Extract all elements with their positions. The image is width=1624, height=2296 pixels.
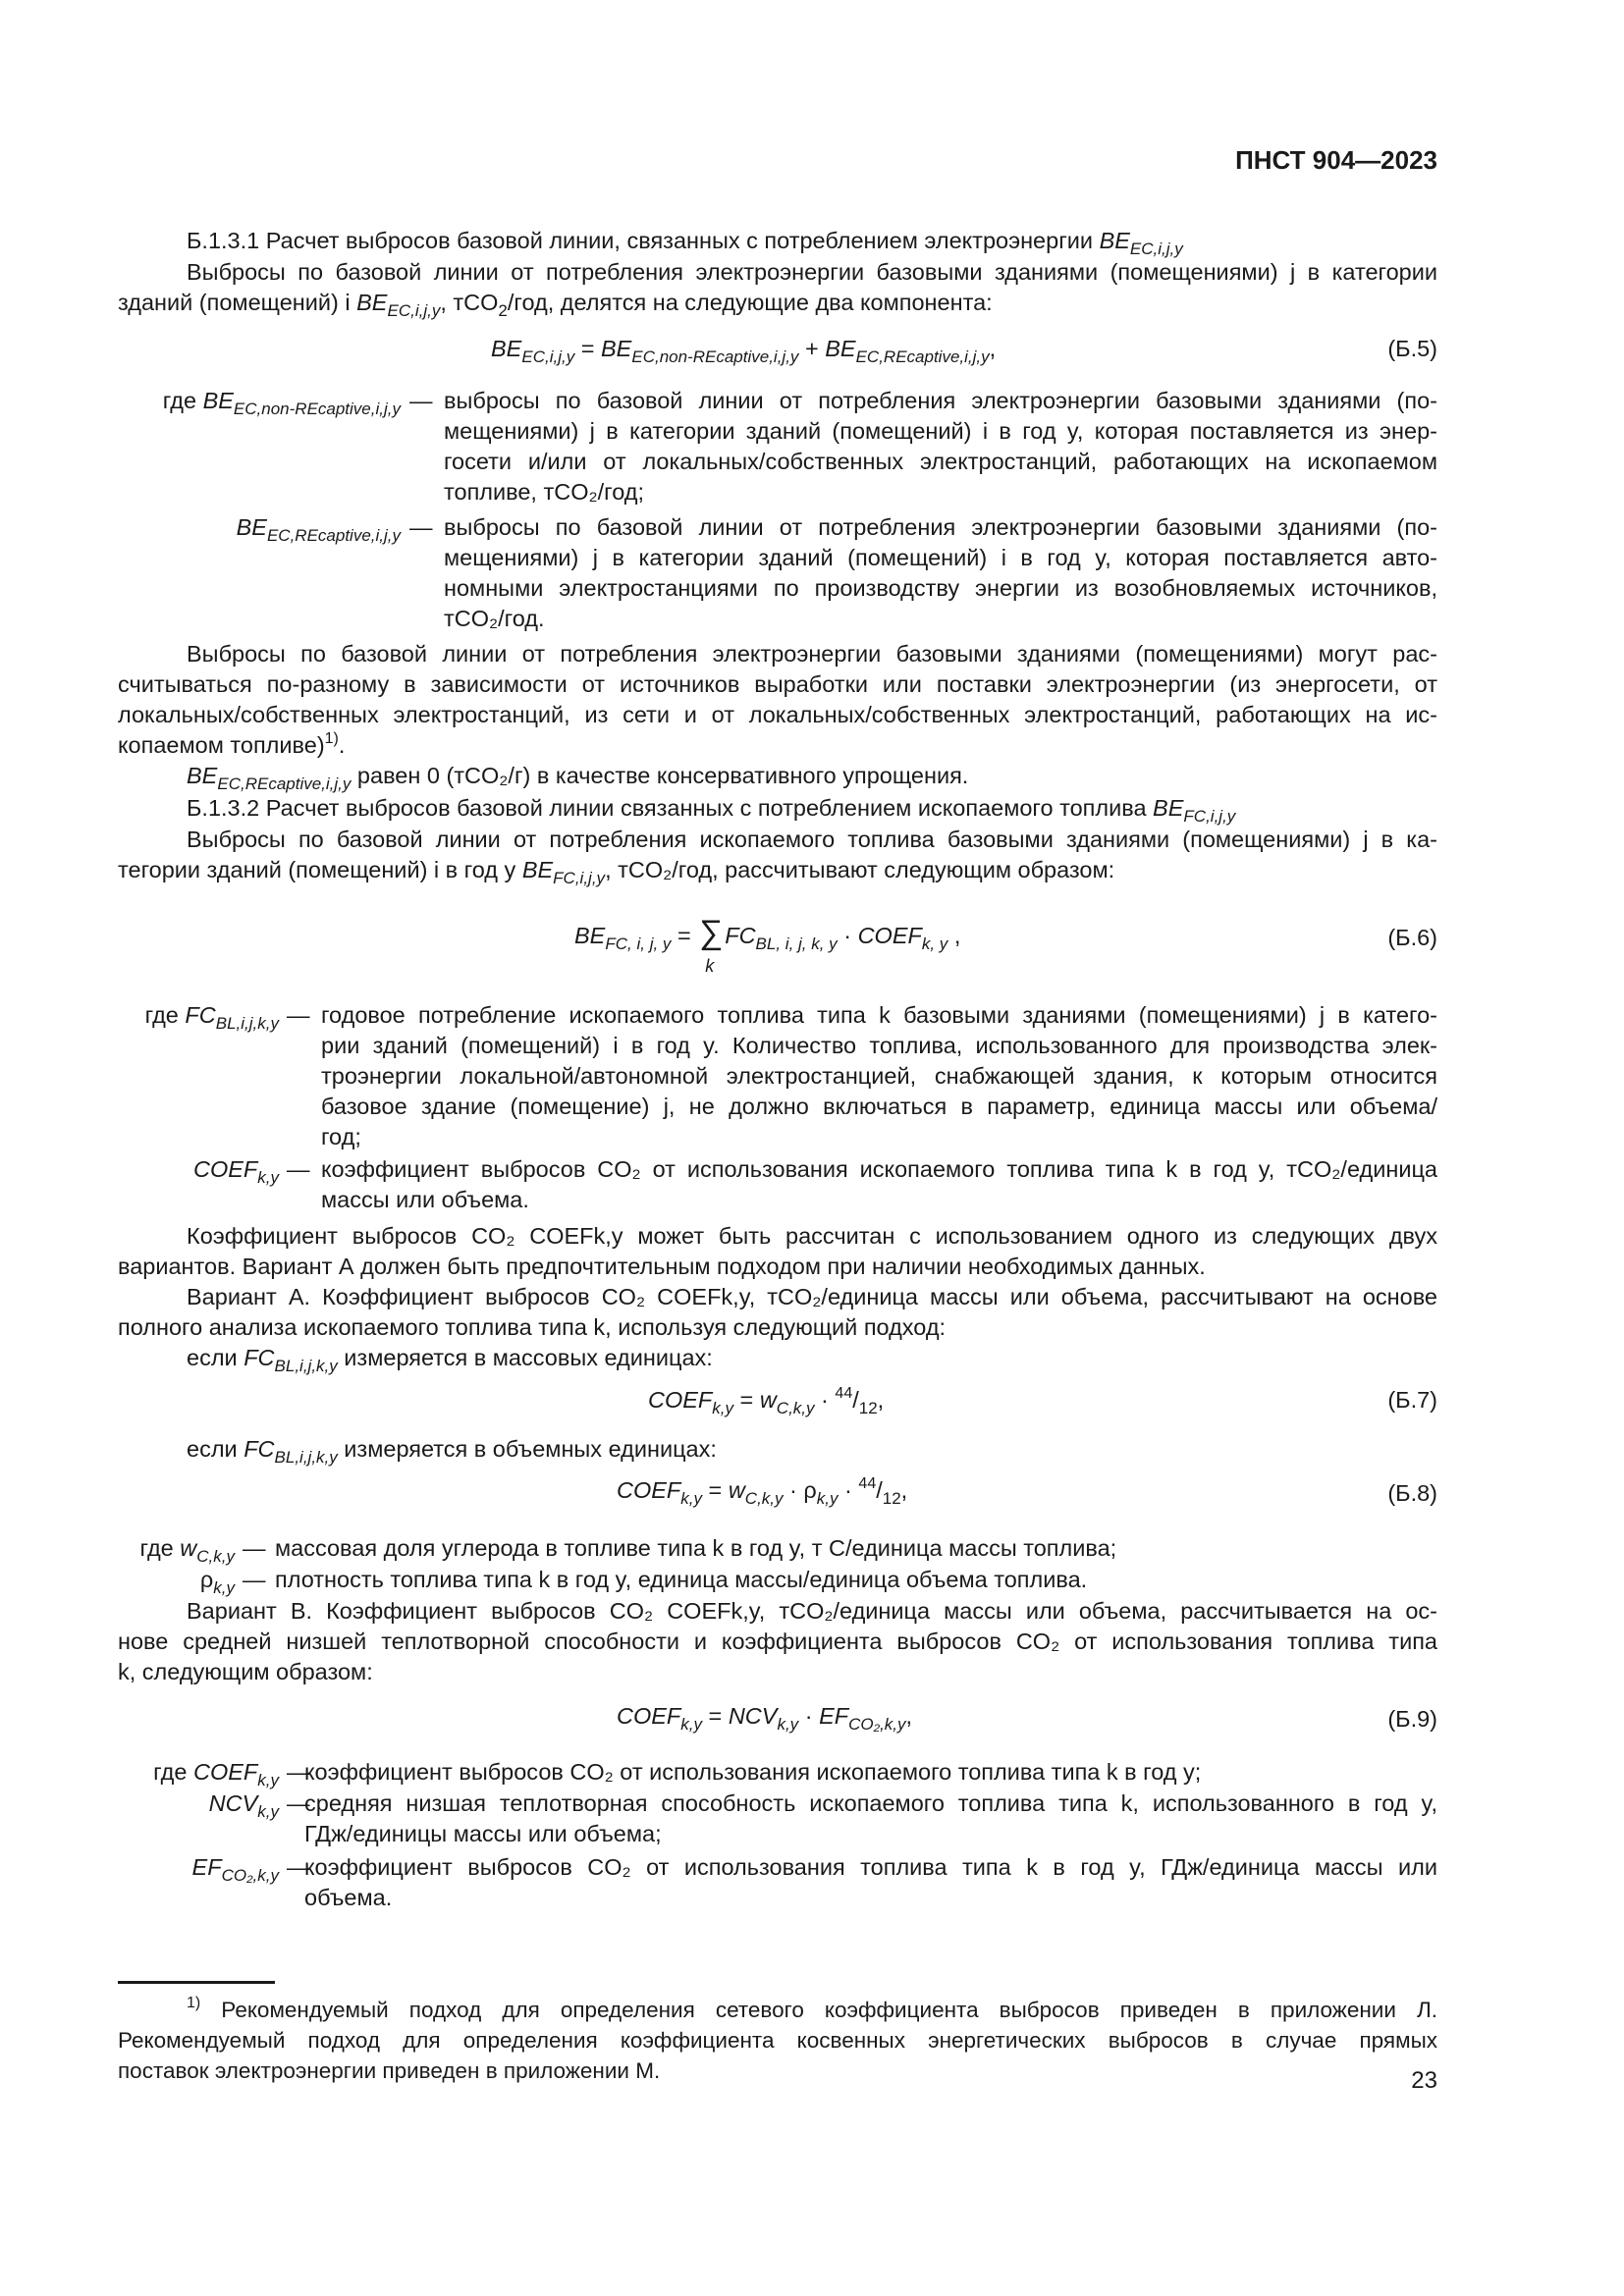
where-dash: — [409,514,433,540]
equation-number-b6: (Б.6) [1387,925,1437,950]
footnote-mark: 1) [187,1995,201,2011]
where-label-coef-b9: где $COEF_{k,y}$ [153,1759,279,1789]
condition-mass-units: если $FC_{BL,i,j,k,y}$ измеряется в массовых единицах: [187,1345,713,1375]
equation-number-b9: (Б.9) [1387,1706,1437,1732]
paragraph-2-line-2: считываться по-разному в зависимости от источников выработки или поставки электроэнергии (из энергосети, от [118,671,1437,697]
where-label-be-ec-recaptive: $BE_{EC,REcaptive,i,j,y}$ [236,514,401,545]
where-label-ncv: $NCV_{k,y}$ [208,1790,279,1821]
definition-coef-b9: коэффициент выбросов CO₂ от использования ископаемого топлива типа k в год y; [304,1759,1202,1785]
equation-number-b5: (Б.5) [1387,336,1437,361]
section-heading-b132: Б.1.3.2 Расчет выбросов базовой линии связанных с потреблением ископаемого топлива $BE_{FC,i,j,y}$ [187,795,1236,826]
equation-number-b7: (Б.7) [1387,1387,1437,1413]
definition-w: массовая доля углерода в топливе типа k в год y, т С/единица массы топлива; [275,1535,1117,1561]
paragraph-7-line-3: k, следующим образом: [118,1659,373,1684]
paragraph-2-line-4: копаемом топливе)$^{1)}$. [118,730,346,758]
paragraph-5-line-2: вариантов. Вариант А должен быть предпочтительным подходом при наличии необходимых данных. [118,1254,1206,1279]
where-label-fc-bl: где $FC_{BL,i,j,k,y}$ [144,1002,279,1033]
sum-sign: ∑ k [699,914,724,976]
equation-b5: $BE_{EC,i,j,y} = BE_{EC,non-REcaptive,i,j,y} + BE_{EC,REcaptive,i,j,y}$, [491,336,997,366]
paragraph-4-line-1: Выбросы по базовой линии от потребления ископаемого топлива базовыми зданиями (помещениями) j в ка- [187,827,1437,852]
paragraph-2-line-3: локальных/собственных электростанций, из сети и от локальных/собственных электростанций, работающих на ис- [118,702,1437,727]
equation-b7: $COEF_{k,y} = w_{C,k,y} \cdot ^{44}/_{12}$, [648,1385,885,1417]
where-dash: — [287,1002,310,1028]
footnote-reference: 1) [324,730,339,747]
where-label-w: где $w_{C,k,y}$ [139,1535,235,1566]
where-label-ef: $EF_{CO_2,k,y}$ [191,1854,279,1885]
equation-number-b8: (Б.8) [1387,1480,1437,1506]
page-number: 23 [1411,2067,1437,2094]
equation-b9: $COEF_{k,y} = NCV_{k,y} \cdot EF_{CO_2,k,y}$, [617,1703,913,1734]
definition-be-ec-non-recaptive: выбросы по базовой линии от потребления электроэнергии базовыми зданиями (по- мещениями) j в категории зданий (помещений) i в год y, которая поставляется из энер- госети и/или от локальных/собственных электростанций, работающих на ископаемом топливе, тCO₂/год; [444,388,1437,505]
where-dash: — [409,388,433,413]
definition-coef: коэффициент выбросов CO₂ от использования ископаемого топлива типа k в год y, тCO₂/единица массы или объема. [321,1156,1437,1212]
where-label-coef: $COEF_{k,y}$ [192,1156,279,1187]
footnote-line-3: поставок электроэнергии приведен в приложении М. [118,2058,661,2083]
definition-ncv: средняя низшая теплотворная способность ископаемого топлива типа k, использованного в год y, ГДж/единицы массы или объема; [304,1790,1437,1846]
section-heading-b131: Б.1.3.1 Расчет выбросов базовой линии, связанных с потреблением электроэнергии $BE_{EC,i,j,y}$ [187,228,1183,258]
paragraph-2-line-1: Выбросы по базовой линии от потребления электроэнергии базовыми зданиями (помещениями) могут рас- [187,641,1437,667]
footnote-line-2: Рекомендуемый подход для определения коэффициента косвенных энергетических выбросов в случае прямых [118,2028,1437,2053]
footnote-separator [118,1981,275,1984]
paragraph-1-line-1: Выбросы по базовой линии от потребления электроэнергии базовыми зданиями (помещениями) j в категории [187,259,1437,285]
where-dash: — [287,1790,310,1816]
where-dash: — [287,1854,310,1880]
equation-b6: $BE_{FC, i, j, y}$ = ∑ k $FC_{BL, i, j, k, y}$ · $COEF_{k, y}$ , [574,914,961,976]
where-dash: — [243,1567,266,1592]
condition-volume-units: если $FC_{BL,i,j,k,y}$ измеряется в объемных единицах: [187,1436,717,1467]
paragraph-5-line-1: Коэффициент выбросов CO₂ COEFk,y может быть рассчитан с использованием одного из следующих двух [187,1223,1437,1249]
definition-be-ec-recaptive: выбросы по базовой линии от потребления электроэнергии базовыми зданиями (по- мещениями) j в категории зданий (помещений) i в год y, которая поставляется авто- номными электростанциями по производству энергии из возобновляемых источников, тCO₂/год. [444,514,1437,631]
paragraph-6-line-1: Вариант А. Коэффициент выбросов CO₂ COEFk,y, тCO₂/единица массы или объема, рассчитывают на основе [187,1284,1437,1309]
where-label-be-ec-non-recaptive: где $BE_{EC,non-REcaptive,i,j,y}$ [162,388,401,418]
paragraph-7-line-2: нове средней низшей теплотворной способности и коэффициента выбросов CO₂ от использования топлива типа [118,1629,1437,1654]
paragraph-6-line-2: полного анализа ископаемого топлива типа k, используя следующий подход: [118,1314,947,1340]
paragraph-1-line-2: зданий (помещений) i $BE_{EC,i,j,y}$, тCO$_2$/год, делятся на следующие два компонента: [118,290,993,320]
paragraph-4-line-2: тегории зданий (помещений) i в год y $BE_{FC,i,j,y}$, тCO₂/год, рассчитывают следующим образом: [118,857,1115,887]
definition-rho: плотность топлива типа k в год y, единица массы/единица объема топлива. [275,1567,1088,1592]
where-dash: — [287,1759,310,1785]
definition-ef: коэффициент выбросов CO₂ от использования топлива типа k в год y, ГДж/единица массы или объема. [304,1854,1437,1910]
document-code: ПНСТ 904—2023 [1235,145,1437,175]
footnote-line-1: $^{1)}$ Рекомендуемый подход для определения сетевого коэффициента выбросов приведен в приложении Л. [187,1995,1437,2022]
where-dash: — [287,1156,310,1182]
where-dash: — [243,1535,266,1561]
where-label-rho: $\rho_{k,y}$ [199,1567,235,1597]
paragraph-7-line-1: Вариант В. Коэффициент выбросов CO₂ COEFk,y, тCO₂/единица массы или объема, рассчитывается на ос- [187,1598,1437,1624]
definition-fc-bl: годовое потребление ископаемого топлива типа k базовыми зданиями (помещениями) j в катего- рии зданий (помещений) i в год y. Количество топлива, использованного для производства элек- троэнергии локальной/автономной электростанцией, снабжающей здания, к которым относится базовое здание (помещение) j, не должно включаться в параметр, единица массы или объема/ год; [321,1002,1437,1149]
equation-b8: $COEF_{k,y} = w_{C,k,y} \cdot \rho_{k,y} \cdot ^{44}/_{12}$, [617,1475,908,1508]
paragraph-3: $BE_{EC,REcaptive,i,j,y}$ равен 0 (тCO₂/г) в качестве консервативного упрощения. [187,763,969,793]
